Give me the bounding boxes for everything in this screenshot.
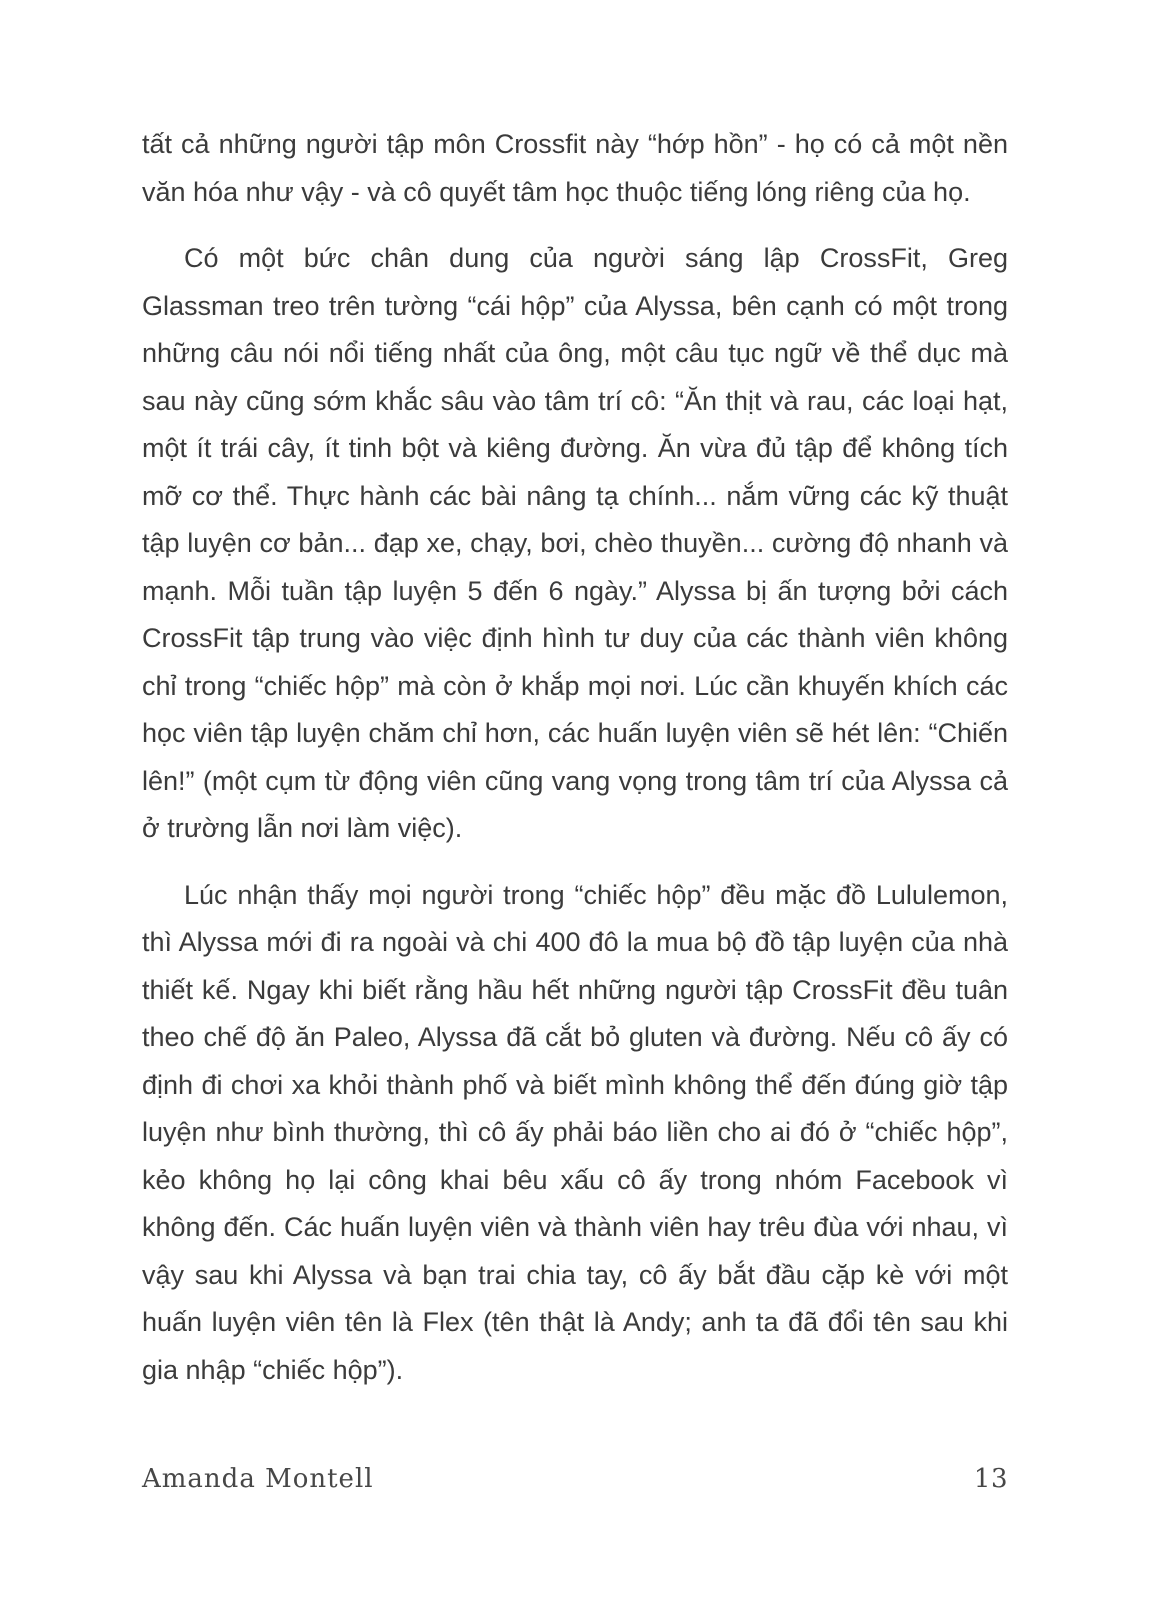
page-footer	[142, 1464, 1008, 1494]
paragraph-2: Có một bức chân dung của người sáng lập CrossFit, Greg Glassman treo trên tường “cái hộp” của Alyssa, bên cạnh có một trong những câu nói nổi tiếng nhất của ông, một câu tục ngữ về thể dục mà sau này cũng sớm khắc sâu vào tâm trí cô: “Ăn thịt và rau, các loại hạt, một ít trái cây, ít tinh bột và kiêng đường. Ăn vừa đủ tập để không tích mỡ cơ thể. Thực hành các bài nâng tạ chính... nắm vững các kỹ thuật tập luyện cơ bản... đạp xe, chạy, bơi, chèo thuyền... cường độ nhanh và mạnh. Mỗi tuần tập luyện 5 đến 6 ngày.” Alyssa bị ấn tượng bởi cách CrossFit tập trung vào việc định hình tư duy của các thành viên không chỉ trong “chiếc hộp” mà còn ở khắp mọi nơi. Lúc cần khuyến khích các học viên tập luyện chăm chỉ hơn, các huấn luyện viên sẽ hét lên: “Chiến lên!” (một cụm từ động viên cũng vang vọng trong tâm trí của Alyssa cả ở trường lẫn nơi làm việc).	[142, 243, 1008, 843]
footer-page-number: 13	[973, 1464, 1008, 1494]
footer-author: Amanda Montell	[142, 1464, 374, 1494]
page-content	[142, 121, 1008, 1413]
paragraph-1: tất cả những người tập môn Crossfit này “hớp hồn” - họ có cả một nền văn hóa như vậy - và cô quyết tâm học thuộc tiếng lóng riêng của họ.	[142, 129, 1008, 207]
paragraph-3: Lúc nhận thấy mọi người trong “chiếc hộp” đều mặc đồ Lululemon, thì Alyssa mới đi ra ngoài và chi 400 đô la mua bộ đồ tập luyện của nhà thiết kế. Ngay khi biết rằng hầu hết những người tập CrossFit đều tuân theo chế độ ăn Paleo, Alyssa đã cắt bỏ gluten và đường. Nếu cô ấy có định đi chơi xa khỏi thành phố và biết mình không thể đến đúng giờ tập luyện như bình thường, thì cô ấy phải báo liền cho ai đó ở “chiếc hộp”, kẻo không họ lại công khai bêu xấu cô ấy trong nhóm Facebook vì không đến. Các huấn luyện viên và thành viên hay trêu đùa với nhau, vì vậy sau khi Alyssa và bạn trai chia tay, cô ấy bắt đầu cặp kè với một huấn luyện viên tên là Flex (tên thật là Andy; anh ta đã đổi tên sau khi gia nhập “chiếc hộp”).	[142, 879, 1008, 1385]
